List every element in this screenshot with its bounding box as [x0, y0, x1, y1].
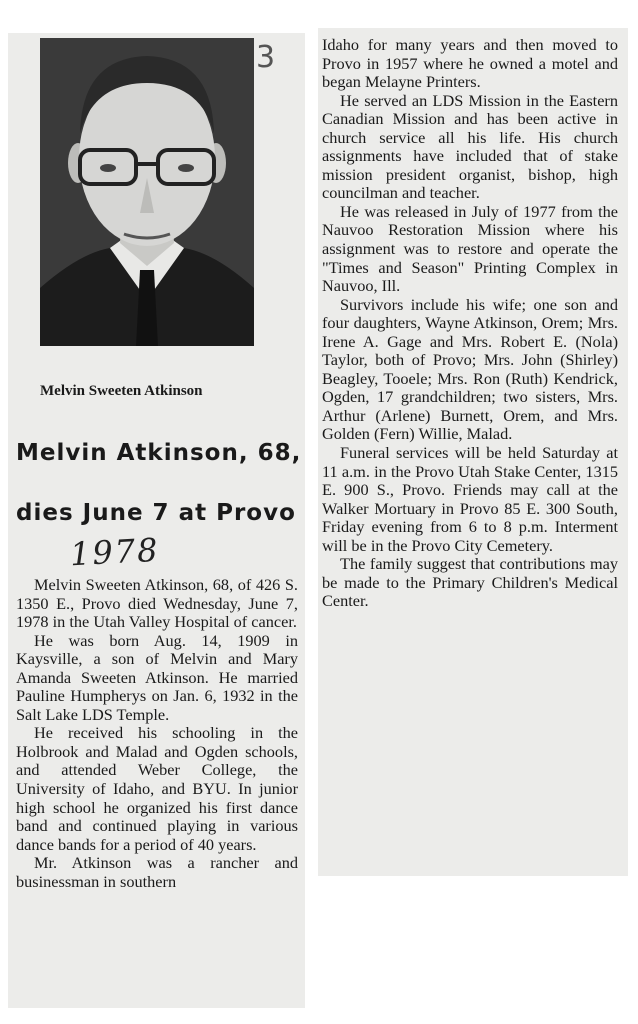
article-paragraph: Idaho for many years and then moved to Provo in 1957 where he owned a motel and began Melayne Printers. — [322, 35, 618, 92]
headline-line-1: Melvin Atkinson, 68, — [16, 440, 302, 466]
handwritten-year: 1978 — [69, 530, 161, 574]
article-paragraph: Survivors include his wife; one son and four daughters, Wayne Atkinson, Orem; Mrs. Irene A. Gage and Mrs. Robert E. (Nola) Taylor, both of Provo; Mrs. John (Shirley) Beagley, Tooele; Mrs. Ron (Ruth) Kendrick, Ogden, 17 grandchildren; two sisters, Mrs. Arthur (Arlene) Burnett, Orem, and Mrs. Golden (Fern) Willie, Malad. — [322, 294, 618, 444]
left-column — [16, 576, 298, 891]
handwritten-page-number: 3 — [256, 40, 276, 75]
article-paragraph: The family suggest that contributions may be made to the Primary Children's Medical Center. — [322, 554, 618, 611]
headline-line-2: dies June 7 at Provo — [16, 500, 296, 526]
article-paragraph: Mr. Atkinson was a rancher and businessman in southern — [16, 853, 298, 891]
article-paragraph: He served an LDS Mission in the Eastern Canadian Mission and has been active in church service all his life. His church assignments have included that of stake mission president organist, bishop, high councilman and teacher. — [322, 90, 618, 203]
article-paragraph: He was born Aug. 14, 1909 in Kaysville, a son of Melvin and Mary Amanda Sweeten Atkinson. He married Pauline Humpherys on Jan. 6, 1932 in the Salt Lake LDS Temple. — [16, 630, 298, 724]
portrait-photo — [40, 38, 254, 346]
article-paragraph: He received his schooling in the Holbrook and Malad and Ogden schools, and attended Weber College, the University of Idaho, and BYU. In junior high school he organized his first dance band and continued playing in various dance bands for a period of 40 years. — [16, 723, 298, 854]
article-paragraph: He was released in July of 1977 from the Nauvoo Restoration Mission where his assignment was to restore and operate the "Times and Season" Printing Complex in Nauvoo, Ill. — [322, 201, 618, 296]
photo-caption: Melvin Sweeten Atkinson — [40, 383, 203, 399]
article-paragraph: Melvin Sweeten Atkinson, 68, of 426 S. 1350 E., Provo died Wednesday, June 7, 1978 in the Utah Valley Hospital of cancer. — [16, 575, 298, 632]
right-column — [322, 36, 618, 611]
article-paragraph: Funeral services will be held Saturday at 11 a.m. in the Provo Utah Stake Center, 1315 E. 900 S., Provo. Friends may call at the Walker Mortuary in Provo 85 E. 300 South, Friday evening from 6 to 8 p.m. Interment will be in the Provo City Cemetery. — [322, 443, 618, 555]
